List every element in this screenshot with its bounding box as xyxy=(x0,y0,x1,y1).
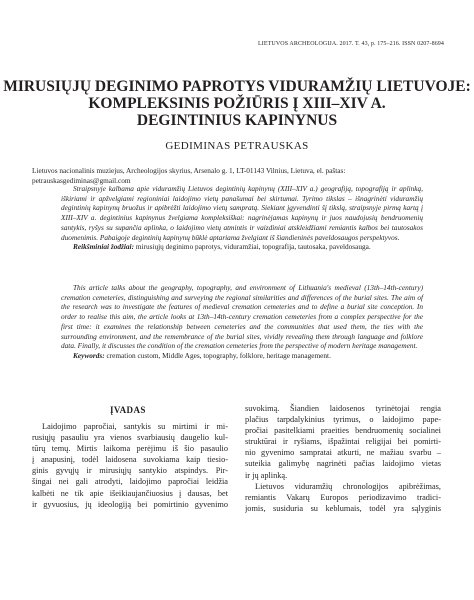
body-line: Laidojimo papročiai, santykis su mirtimi ir mi- xyxy=(42,422,228,431)
keywords-lt xyxy=(61,242,423,252)
body-line: kalbėti ne tik apie išeikiaujančiuosius į dausas, bet xyxy=(32,488,228,498)
body-line: suteikia galimybę nagrinėti pačias laidojimo vietas xyxy=(245,459,441,469)
title-line: KOMPLEKSINIS POŽIŪRIS Į XIII–XIV A. xyxy=(88,95,386,112)
keywords-en xyxy=(61,351,423,361)
abstract-lithuanian xyxy=(61,184,423,252)
body-line: struktūrai ir ryšiams, išpažintai religijai bei pomirti- xyxy=(245,437,441,447)
body-line: rusiųjų pasauliu yra vienos svarbiausių daugelio kul- xyxy=(32,433,228,443)
body-line: plačius tarpdalykinius tyrimus, o laidojimo pape- xyxy=(245,415,441,425)
abstract-lt-text: Straipsnyje kalbama apie viduramžių Lietuvos degintinių kapinynų (XIII–XIV a.) geografiją, topografiją ir aplinką, iškiriami ir apžvelgiami regioniniai laidojimo vietų panašumai bei skirtumai. Tyrimo tikslas – išnagrinėti viduramžių degintinių kapinynų bruožus ir apibrėžti laidojimo vietų sampratą. Siekiant įgyvendinti šį tikslą, straipsnyje pirmą kartą į XIII–XIV a. degintinius kapinynus žvelgiama kompleksiškai: nagrinėjamas kapinynų ir juos naudojusių bendruomenių santykis, ryšys su supančia aplinka, o laidojimo vietų atmintis ir vaizdiniai atskleidžiami remiantis kalbos bei tautosakos duomenimis. Pabaigoje degintinių kapinynų būklė aptariama žvelgiant iš šiandieninės paveldosaugos perspektyvos. xyxy=(61,184,423,242)
body-line: pročiai pasitelkiami praeities bendruomenių socialinei xyxy=(245,426,441,436)
body-line: suvokimą. Šiandien laidosenos tyrinėtojai rengia xyxy=(245,404,441,413)
affiliation-line: Lietuvos nacionalinis muziejus, Archeologijos skyrius, Arsenalo g. 1, LT-01143 Vilnius, Lietuva, el. paštas: xyxy=(32,166,346,175)
body-line: šingai nei gali atrodyti, laidojimo papročiai leidžia xyxy=(32,477,228,487)
body-line: ir gyvuosius, jų ideologiją bei pomirtinio gyvenimo xyxy=(32,499,228,509)
abstract-english xyxy=(61,283,423,361)
body-column-right xyxy=(245,403,441,514)
author-affiliation xyxy=(32,166,452,186)
body-line: tūrų temų. Mirtis laikoma perėjimu iš šio pasaulio xyxy=(32,444,228,454)
keywords-en-text: cremation custom, Middle Ages, topography, folklore, heritage management. xyxy=(106,350,331,360)
abstract-en-text: This article talks about the geography, topography, and environment of Lithuania's medieval (13th–14th-century) cremation cemeteries, distinguishing and surveying the regional similarities and differences of the burial sites. The aim of the research was to investigate the features of medieval cremation cemeteries and to define a burial site conception. In order to realise this aim, the article looks at 13th–14th-century cremation cemeteries from a complex perspective for the first time: it examines the relationship between cemeteries and the communities that used them, the ties with the surrounding environment, and the remembrance of the burial sites, vividly revealing them through language and folklore data. Finally, it discusses the condition of the cremation cemeteries from the perspective of modern heritage management. xyxy=(61,283,423,351)
body-line: Lietuvos viduramžių chronologijos apibrėžimas, xyxy=(255,481,441,491)
affiliation-email[interactable]: petrauskasgediminas@gmail.com xyxy=(32,176,131,185)
body-line: nio gyvenimo sampratai atkurti, ne mažiau svarbu – xyxy=(245,448,441,458)
keywords-lt-text: mirusiųjų deginimo paprotys, viduramžiai, topografija, tautosaka, paveldosauga. xyxy=(135,242,371,252)
running-head: LIETUVOS ARCHEOLOGIJA. 2017. T. 43, p. 175–216. ISSN 0207-8694 xyxy=(258,41,444,47)
section-heading-introduction: ĮVADAS xyxy=(110,405,146,415)
body-line: jomis, susiduria su keblumais, todėl yra sąlyginis xyxy=(245,503,441,513)
article-title xyxy=(0,78,474,129)
body-column-left xyxy=(32,421,228,510)
body-line: į anapusinį, todėl laidosena suvokiama kaip tiesio- xyxy=(32,455,228,465)
body-line: ir jų aplinką. xyxy=(245,470,288,480)
title-line: DEGINTINIUS KAPINYNUS xyxy=(136,112,338,129)
body-line: ginis gyvųjų ir mirusiųjų santykio atspindys. Pir- xyxy=(32,466,228,476)
keywords-lt-label: Reikšminiai žodžiai: xyxy=(73,242,135,252)
author-name: GEDIMINAS PETRAUSKAS xyxy=(165,140,309,152)
body-line: remiantis Vakarų Europos periodizavimo tradici- xyxy=(245,492,441,502)
title-line: MIRUSIŲJŲ DEGINIMO PAPROTYS VIDURAMŽIŲ LIETUVOJE: xyxy=(3,78,471,95)
keywords-en-label: Keywords: xyxy=(73,350,105,360)
